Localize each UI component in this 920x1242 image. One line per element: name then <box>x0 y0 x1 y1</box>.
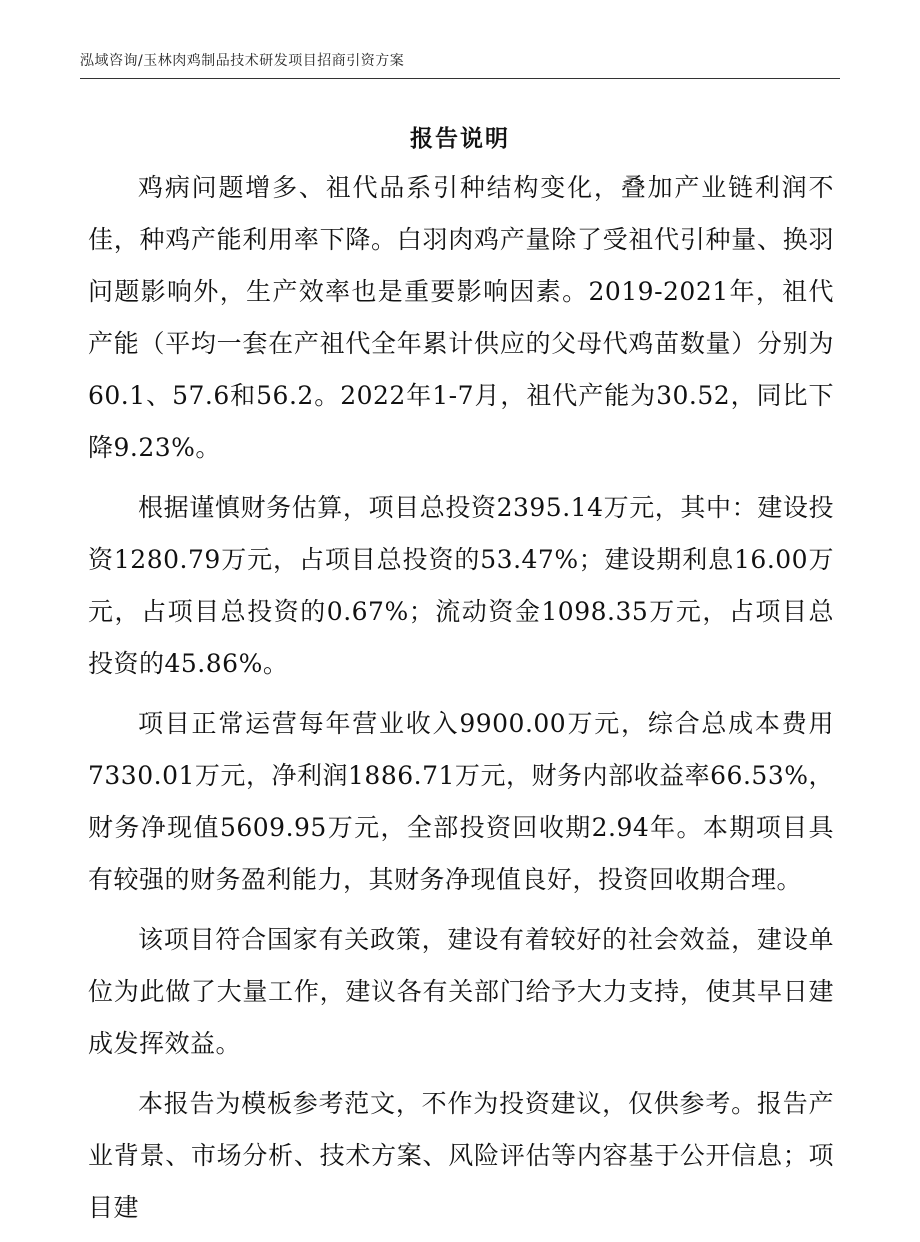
paragraph-disclaimer: 本报告为模板参考范文，不作为投资建议，仅供参考。报告产业背景、市场分析、技术方案、风险评估等内容基于公开信息；项目建 <box>88 1089 834 1222</box>
paragraph-revenue: 项目正常运营每年营业收入9900.00万元，综合总成本费用7330.01万元，净利润1886.71万元，财务内部收益率66.53%，财务净现值5609.95万元，全部投资回收期2.94年。本期项目具有较强的财务盈利能力，其财务净现值良好，投资回收期合理。 <box>88 709 834 894</box>
paragraph-background: 鸡病问题增多、祖代品系引种结构变化，叠加产业链利润不佳，种鸡产能利用率下降。白羽肉鸡产量除了受祖代引种量、换羽问题影响外，生产效率也是重要影响因素。2019-2021年，祖代产能（平均一套在产祖代全年累计供应的父母代鸡苗数量）分别为60.1、57.6和56.2。2022年1-7月，祖代产能为30.52，同比下降9.23%。 <box>88 173 834 462</box>
running-header: 泓域咨询/玉林肉鸡制品技术研发项目招商引资方案 <box>80 53 405 69</box>
paragraph-investment: 根据谨慎财务估算，项目总投资2395.14万元，其中：建设投资1280.79万元，占项目总投资的53.47%；建设期利息16.00万元，占项目总投资的0.67%；流动资金1098.35万元，占项目总投资的45.86%。 <box>88 493 834 678</box>
paragraph-policy: 该项目符合国家有关政策，建设有着较好的社会效益，建设单位为此做了大量工作，建议各有关部门给予大力支持，使其早日建成发挥效益。 <box>88 925 834 1058</box>
body-text <box>88 162 834 1242</box>
page-title: 报告说明 <box>410 126 510 152</box>
header-divider <box>80 78 840 79</box>
